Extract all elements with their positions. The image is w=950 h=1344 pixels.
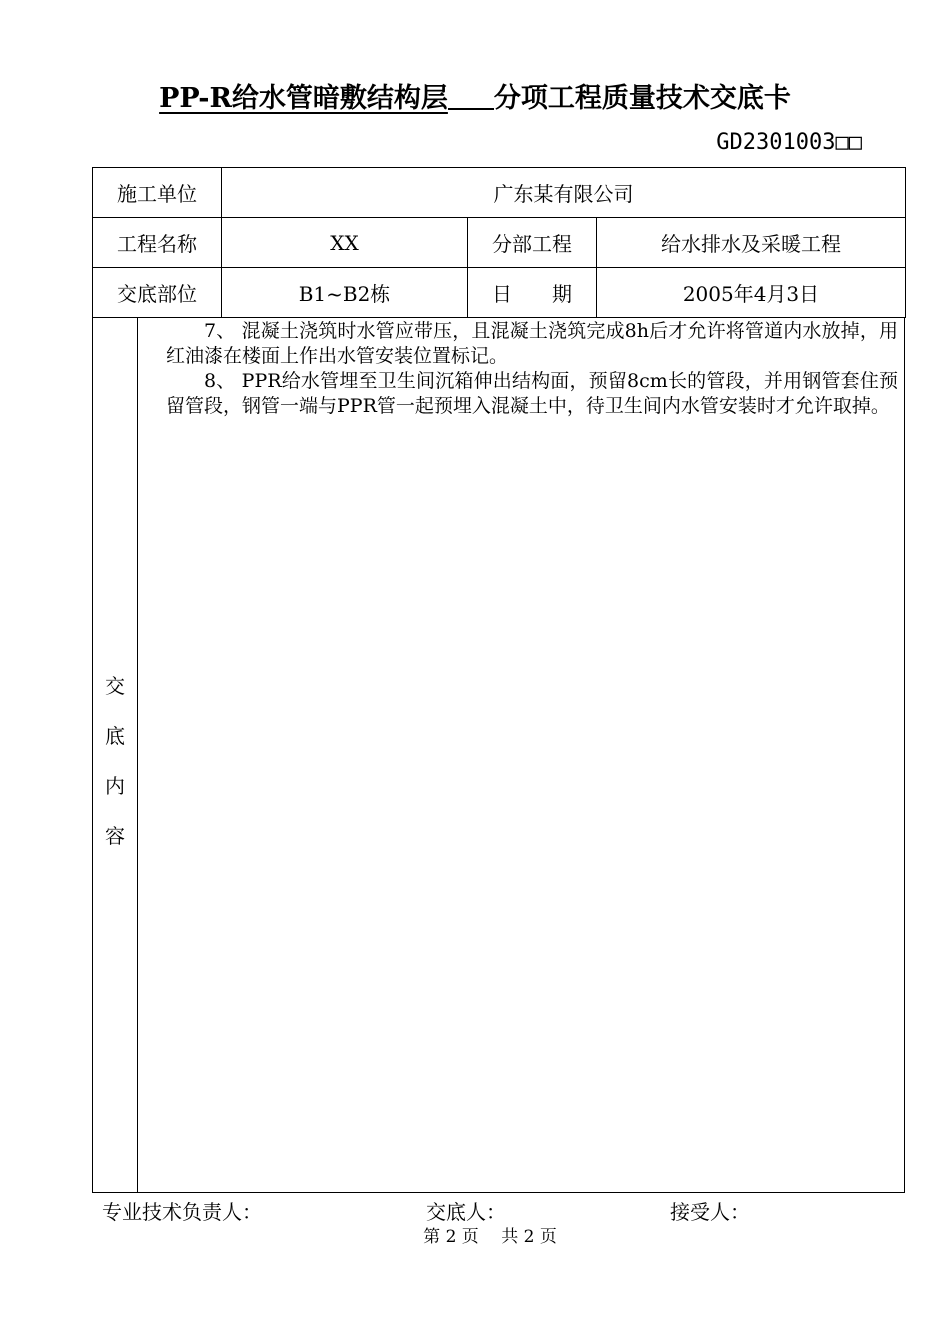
content-body	[166, 319, 898, 419]
title-blank	[448, 107, 494, 110]
division-value: 给水排水及采暖工程	[597, 218, 906, 268]
project-label: 工程名称	[93, 218, 222, 268]
table-row	[93, 218, 906, 268]
content-label-char: 容	[105, 824, 125, 848]
content-label-char: 底	[105, 724, 125, 748]
presenter-signature: 交底人：	[426, 1200, 506, 1224]
location-value: B1~B2栋	[222, 268, 468, 318]
content-label-char: 内	[105, 774, 125, 798]
unit-value: 广东某有限公司	[222, 168, 906, 218]
title-suffix: 分项工程质量技术交底卡	[493, 83, 791, 114]
receiver-signature: 接受人：	[670, 1200, 750, 1224]
division-label: 分部工程	[468, 218, 597, 268]
location-label: 交底部位	[93, 268, 222, 318]
date-value: 2005年4月3日	[597, 268, 906, 318]
content-label	[93, 318, 138, 1192]
content-section	[92, 318, 905, 1193]
table-row	[93, 168, 906, 218]
title-subject: PP-R给水管暗敷结构层	[159, 83, 448, 114]
info-table	[92, 167, 906, 318]
table-row	[93, 268, 906, 318]
content-paragraph: 8、 PPR给水管埋至卫生间沉箱伸出结构面，预留8cm长的管段，并用钢管套住预留管段，钢管一端与PPR管一起预埋入混凝土中，待卫生间内水管安装时才允许取掉。	[166, 370, 898, 417]
page-number: 第 2 页 共 2 页	[423, 1227, 557, 1247]
content-label-char: 交	[105, 674, 125, 698]
page-title	[0, 76, 950, 115]
content-paragraph: 7、 混凝土浇筑时水管应带压，且混凝土浇筑完成8h后才允许将管道内水放掉，用红油漆在楼面上作出水管安装位置标记。	[166, 320, 898, 367]
document-number: GD2301003□□	[716, 130, 862, 155]
project-value: XX	[222, 218, 468, 268]
date-label: 日 期	[468, 268, 597, 318]
tech-lead-signature: 专业技术负责人：	[102, 1200, 262, 1224]
unit-label: 施工单位	[93, 168, 222, 218]
